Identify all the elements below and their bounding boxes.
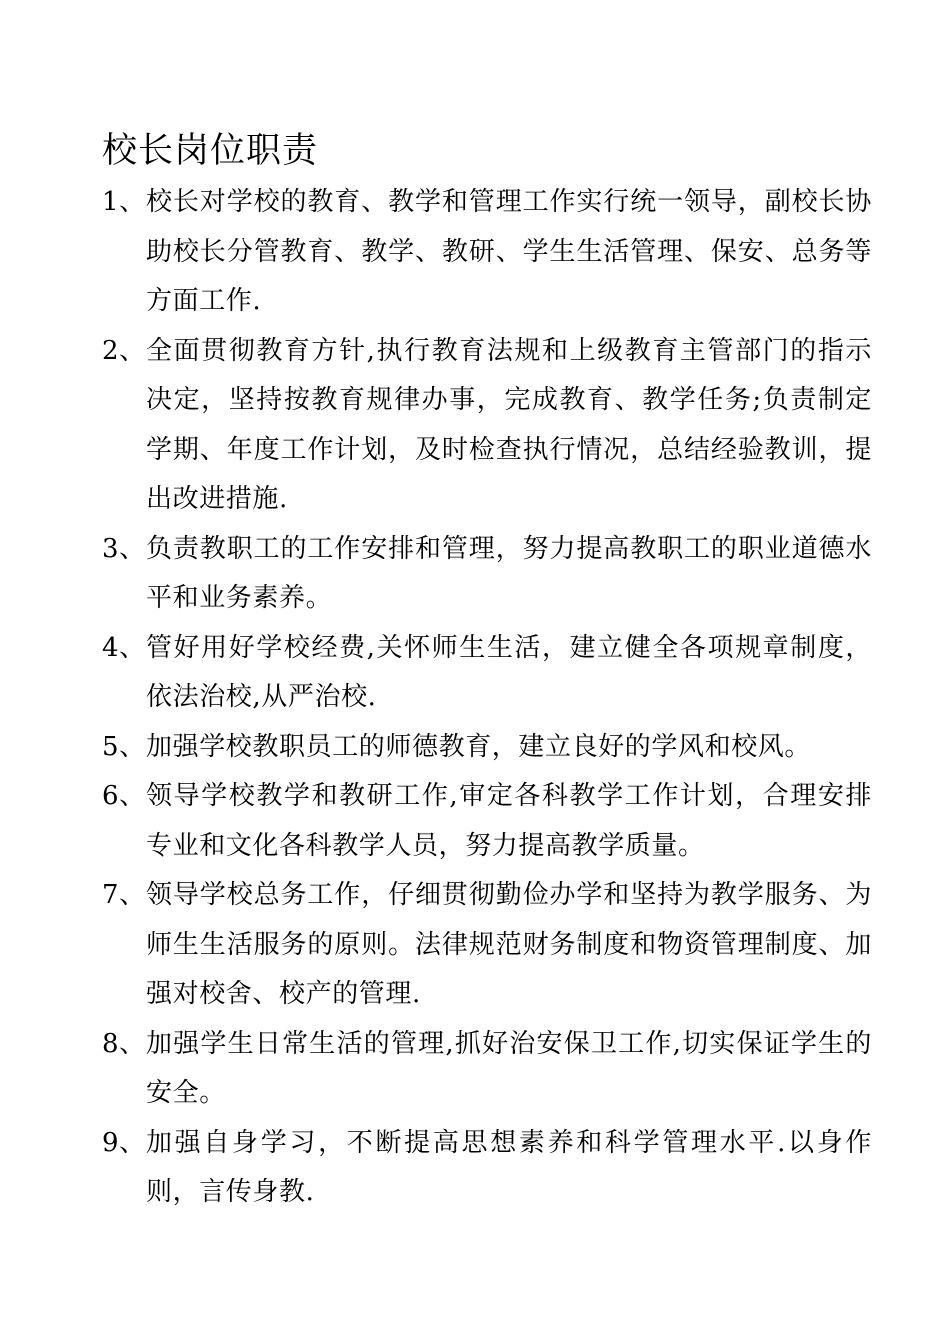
duty-item-7 (102, 871, 872, 1020)
duty-item-number: 3、 (102, 533, 146, 564)
document-title: 校长岗位职责 (102, 131, 319, 171)
duty-item-number: 1、 (102, 187, 146, 217)
document-body (102, 128, 872, 1218)
duty-list (102, 178, 872, 1218)
duty-item-text: 全面贯彻教育方针,执行教育法规和上级教育主管部门的指示决定，坚持按教育规律办事，完成教育、教学任务;负责制定学期、年度工作计划，及时检查执行情况，总结经验教训，提出改进措施. (146, 335, 872, 514)
duty-item-1 (102, 178, 872, 327)
duty-item-4 (102, 624, 872, 723)
duty-item-text: 负责教职工的工作安排和管理，努力提高教职工的职业道德水平和业务素养。 (146, 533, 872, 613)
duty-item-text: 加强学生日常生活的管理,抓好治安保卫工作,切实保证学生的安全。 (146, 1028, 872, 1108)
duty-item-5 (102, 723, 872, 773)
duty-item-text: 加强自身学习，不断提高思想素养和科学管理水平.以身作则，言传身教. (146, 1127, 872, 1207)
duty-item-number: 2、 (102, 335, 146, 366)
duty-item-number: 7、 (102, 880, 146, 910)
duty-item-8 (102, 1020, 872, 1119)
duty-item-number: 6、 (102, 781, 146, 811)
duty-item-6 (102, 772, 872, 871)
duty-item-3 (102, 525, 872, 624)
duty-item-text: 领导学校总务工作，仔细贯彻勤俭办学和坚持为教学服务、为师生生活服务的原则。法律规范财务制度和物资管理制度、加强对校舍、校产的管理. (146, 880, 872, 1009)
duty-item-number: 8、 (102, 1028, 146, 1059)
duty-item-text: 加强学校教职员工的师德教育，建立良好的学风和校风。 (146, 731, 812, 762)
duty-item-number: 9、 (102, 1127, 146, 1158)
duty-item-number: 4、 (102, 632, 146, 663)
duty-item-text: 校长对学校的教育、教学和管理工作实行统一领导，副校长协助校长分管教育、教学、教研、学生生活管理、保安、总务等方面工作. (146, 187, 872, 316)
duty-item-9 (102, 1119, 872, 1218)
duty-item-number: 5、 (102, 731, 146, 762)
duty-item-text: 管好用好学校经费,关怀师生生活，建立健全各项规章制度，依法治校,从严治校. (146, 632, 872, 712)
duty-item-text: 领导学校教学和教研工作,审定各科教学工作计划，合理安排专业和文化各科教学人员，努力提高教学质量。 (146, 781, 872, 861)
duty-item-2 (102, 327, 872, 525)
